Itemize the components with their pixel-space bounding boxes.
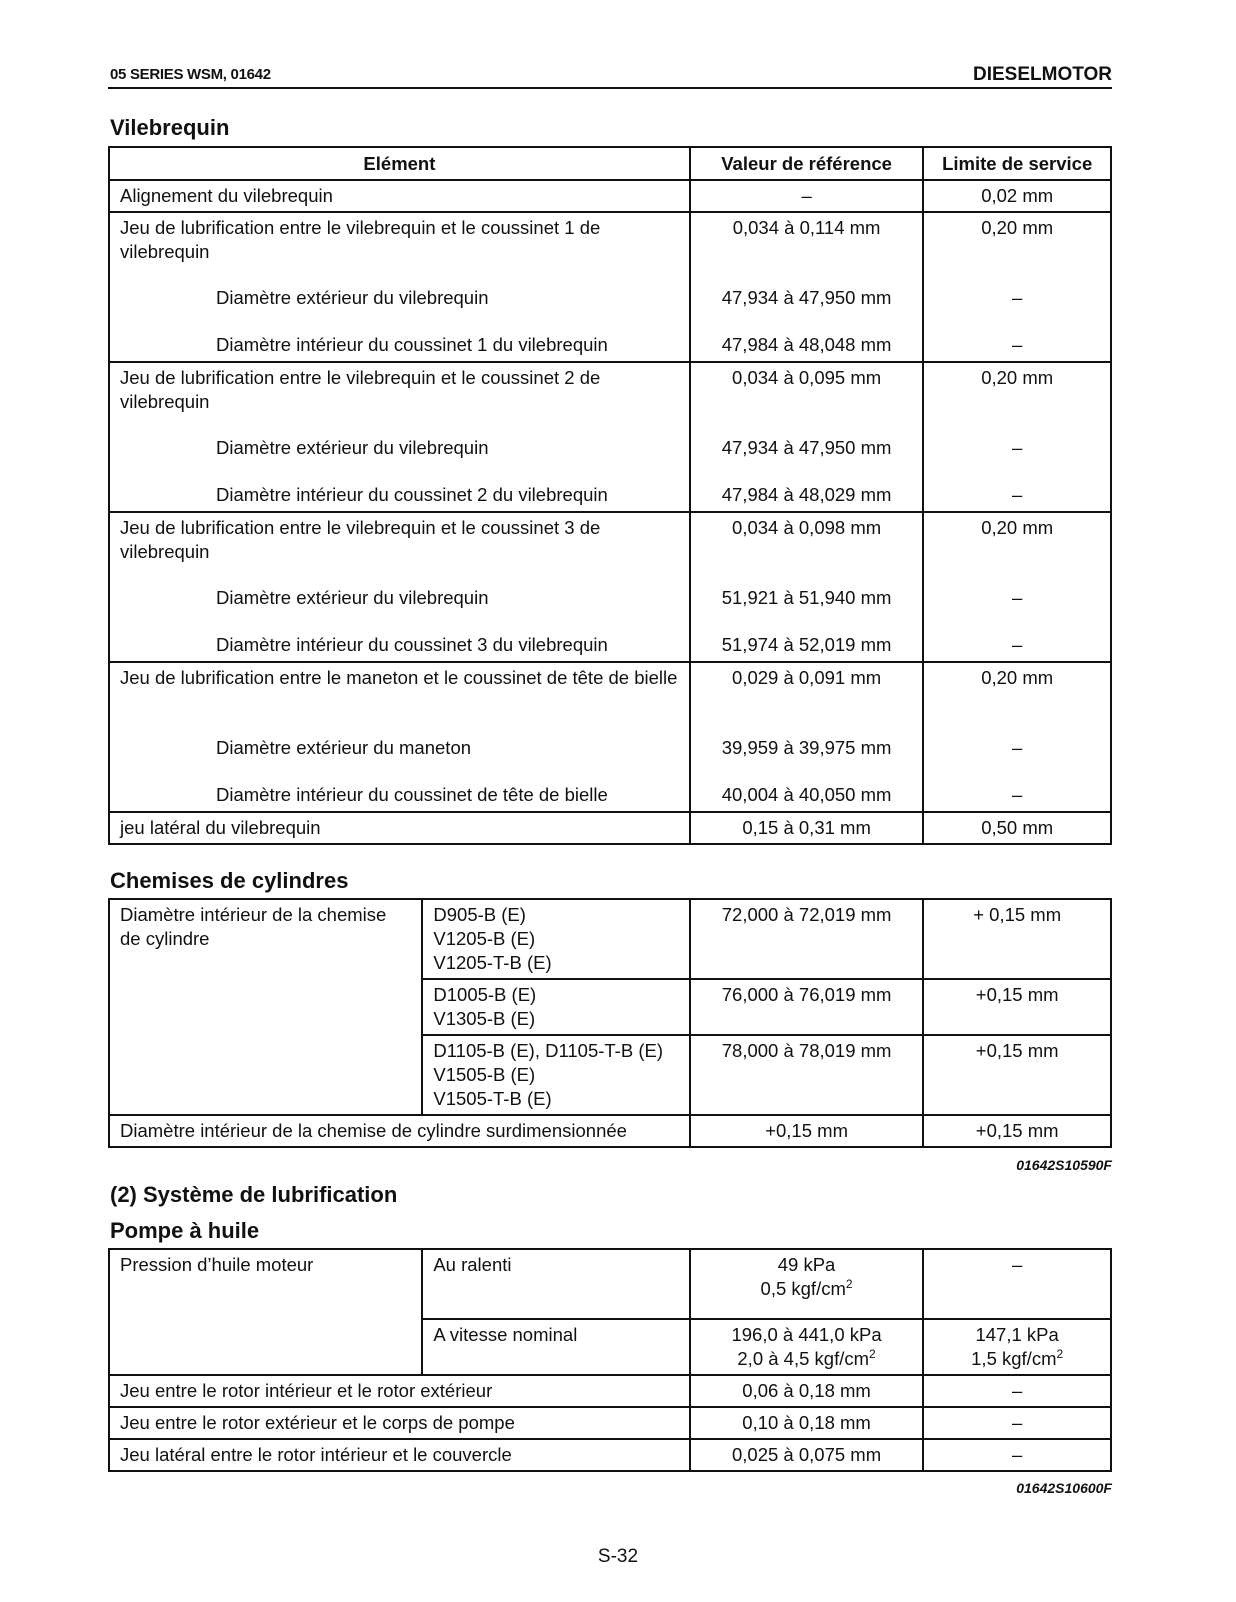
section-title: (2) Système de lubrification [110, 1182, 398, 1207]
sub-limit: – [1012, 334, 1023, 355]
model-name: V1305-B (E) [433, 1008, 536, 1029]
sub-item: Diamètre extérieur du vilebrequin [216, 587, 489, 608]
ref-line: 49 kPa [777, 1254, 836, 1275]
main-item: Jeu de lubrification entre le maneton et le coussinet de tête de bielle [120, 667, 678, 688]
ref-line: 0,5 kgf/$cm^2$ [760, 1277, 853, 1299]
reference-cell [690, 362, 924, 512]
sub-limit: – [1012, 587, 1023, 608]
table-row [109, 1407, 1111, 1439]
col-header-reference: Valeur de référence [690, 147, 924, 180]
pompe-title: Pompe à huile [110, 1218, 260, 1243]
sub-limit: – [1012, 484, 1023, 505]
sub-limit: – [1012, 287, 1023, 308]
limit-cell: +0,15 mm [923, 1115, 1111, 1147]
limit-cell: – [923, 1375, 1111, 1407]
main-ref: 0,029 à 0,091 mm [732, 667, 882, 688]
col-header-element: Elément [109, 147, 690, 180]
sub-limit: – [1012, 784, 1023, 805]
limit-cell: + 0,15 mm [923, 899, 1111, 979]
limit-line: 1,5 kgf/$cm^2$ [971, 1347, 1064, 1369]
sub-item: Diamètre intérieur du coussinet 3 du vilebrequin [216, 634, 608, 655]
item-cell [109, 512, 690, 662]
limit-cell [923, 212, 1111, 362]
item-cell: Jeu entre le rotor intérieur et le rotor extérieur [109, 1375, 690, 1407]
item-cell: Diamètre intérieur de la chemise de cylindre [109, 899, 422, 1115]
reference-cell: +0,15 mm [690, 1115, 924, 1147]
document-code: 01642S10590F [1016, 1157, 1112, 1173]
table-row [109, 180, 1111, 212]
item-cell [109, 212, 690, 362]
condition-cell: A vitesse nominal [422, 1319, 689, 1375]
model-cell [422, 899, 689, 979]
page-number: S-32 [597, 1546, 639, 1567]
table-row [109, 662, 1111, 812]
limit-cell [923, 662, 1111, 812]
item-cell: Alignement du vilebrequin [109, 180, 690, 212]
vilebrequin-table [108, 146, 1112, 845]
model-name: D1005-B (E) [433, 984, 537, 1005]
sub-ref: 39,959 à 39,975 mm [721, 737, 892, 758]
reference-cell: 0,025 à 0,075 mm [690, 1439, 924, 1471]
limit-cell: +0,15 mm [923, 1035, 1111, 1115]
reference-cell: 76,000 à 76,019 mm [690, 979, 924, 1035]
reference-cell [690, 1319, 924, 1375]
sub-item: Diamètre intérieur du coussinet 2 du vilebrequin [216, 484, 608, 505]
model-name: V1505-B (E) [433, 1064, 536, 1085]
reference-cell: 0,10 à 0,18 mm [690, 1407, 924, 1439]
model-name: V1205-T-B (E) [433, 952, 552, 973]
model-cell [422, 1035, 689, 1115]
reference-cell [690, 662, 924, 812]
reference-cell: 72,000 à 72,019 mm [690, 899, 924, 979]
main-item: Jeu de lubrification entre le vilebrequin et le coussinet 2 de vilebrequin [120, 367, 601, 412]
main-ref: 0,034 à 0,098 mm [732, 517, 882, 538]
table-row [109, 212, 1111, 362]
condition-cell: Au ralenti [422, 1249, 689, 1319]
sub-item: Diamètre intérieur du coussinet de tête de bielle [216, 784, 608, 805]
sub-ref: 51,921 à 51,940 mm [721, 587, 892, 608]
sub-item: Diamètre intérieur du coussinet 1 du vilebrequin [216, 334, 608, 355]
sub-ref: 47,934 à 47,950 mm [721, 437, 892, 458]
model-name: D1105-B (E), D1105-T-B (E) [433, 1040, 663, 1061]
limit-cell [923, 512, 1111, 662]
table-row [109, 812, 1111, 844]
sub-limit: – [1012, 634, 1023, 655]
limit-cell [923, 1319, 1111, 1375]
sub-item: Diamètre extérieur du maneton [216, 737, 472, 758]
main-item: Jeu de lubrification entre le vilebrequin et le coussinet 3 de vilebrequin [120, 517, 601, 562]
limit-cell: +0,15 mm [923, 979, 1111, 1035]
table-row [109, 1439, 1111, 1471]
model-name: V1205-B (E) [433, 928, 536, 949]
reference-cell: 78,000 à 78,019 mm [690, 1035, 924, 1115]
reference-cell [690, 1249, 924, 1319]
sub-ref: 51,974 à 52,019 mm [721, 634, 892, 655]
table-row [109, 1115, 1111, 1147]
reference-cell: – [690, 180, 924, 212]
sub-ref: 40,004 à 40,050 mm [721, 784, 892, 805]
header-section-title: DIESELMOTOR [973, 64, 1112, 85]
limit-line: 147,1 kPa [975, 1324, 1059, 1345]
col-header-limit: Limite de service [923, 147, 1111, 180]
sub-ref: 47,984 à 48,029 mm [721, 484, 892, 505]
model-name: V1505-T-B (E) [433, 1088, 552, 1109]
main-limit: 0,20 mm [981, 367, 1054, 388]
table-header-row [109, 147, 1111, 180]
header-rule [108, 87, 1112, 89]
ref-line: 196,0 à 441,0 kPa [731, 1324, 882, 1345]
reference-cell: 0,15 à 0,31 mm [690, 812, 924, 844]
item-cell: Pression d’huile moteur [109, 1249, 422, 1375]
sub-limit: – [1012, 437, 1023, 458]
item-cell [109, 662, 690, 812]
table-row [109, 1249, 1111, 1319]
limit-cell: 0,50 mm [923, 812, 1111, 844]
chemises-title: Chemises de cylindres [110, 868, 349, 893]
table-row [109, 899, 1111, 979]
reference-cell [690, 512, 924, 662]
reference-cell [690, 212, 924, 362]
vilebrequin-title: Vilebrequin [110, 115, 230, 140]
sub-ref: 47,984 à 48,048 mm [721, 334, 892, 355]
main-limit: 0,20 mm [981, 217, 1054, 238]
limit-cell: – [923, 1407, 1111, 1439]
main-ref: 0,034 à 0,095 mm [732, 367, 882, 388]
table-row [109, 1375, 1111, 1407]
limit-cell [923, 362, 1111, 512]
sub-limit: – [1012, 737, 1023, 758]
item-cell: Jeu latéral entre le rotor intérieur et le couvercle [109, 1439, 690, 1471]
ref-line: 2,0 à 4,5 kgf/$cm^2$ [737, 1347, 876, 1369]
sub-ref: 47,934 à 47,950 mm [721, 287, 892, 308]
model-cell [422, 979, 689, 1035]
table-row [109, 512, 1111, 662]
reference-cell: 0,06 à 0,18 mm [690, 1375, 924, 1407]
sub-item: Diamètre extérieur du vilebrequin [216, 287, 489, 308]
table-row [109, 362, 1111, 512]
item-cell: Jeu entre le rotor extérieur et le corps de pompe [109, 1407, 690, 1439]
limit-cell: – [923, 1249, 1111, 1319]
model-name: D905-B (E) [433, 904, 526, 925]
header-manual-ref: 05 SERIES WSM, 01642 [110, 66, 271, 83]
sub-item: Diamètre extérieur du vilebrequin [216, 437, 489, 458]
item-cell [109, 362, 690, 512]
pompe-table [108, 1248, 1112, 1472]
main-item: Jeu de lubrification entre le vilebrequin et le coussinet 1 de vilebrequin [120, 217, 601, 262]
limit-cell: – [923, 1439, 1111, 1471]
main-limit: 0,20 mm [981, 517, 1054, 538]
main-limit: 0,20 mm [981, 667, 1054, 688]
document-code: 01642S10600F [1016, 1480, 1112, 1496]
item-cell: Diamètre intérieur de la chemise de cylindre surdimensionnée [109, 1115, 690, 1147]
chemises-table [108, 898, 1112, 1148]
main-ref: 0,034 à 0,114 mm [732, 217, 881, 238]
limit-cell: 0,02 mm [923, 180, 1111, 212]
item-cell: jeu latéral du vilebrequin [109, 812, 690, 844]
